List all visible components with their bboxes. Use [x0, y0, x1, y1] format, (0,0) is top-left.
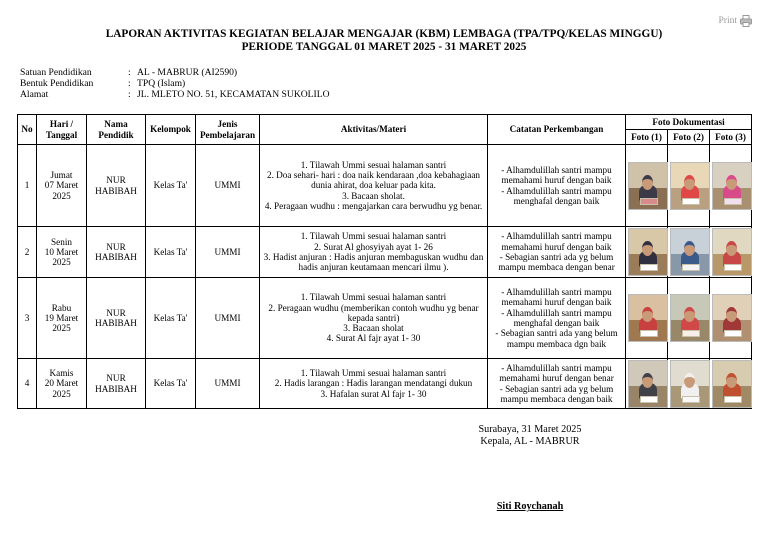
- documentation-photo[interactable]: [670, 162, 710, 210]
- cell-method: [196, 145, 260, 227]
- report-title: [0, 28, 768, 54]
- photo-cell: [710, 227, 752, 278]
- info-row: [20, 89, 330, 100]
- header-teacher: Nama Pendidik: [87, 115, 146, 145]
- cell-activity-text: 2. Hadis larangan : Hadis larangan mendatangi dukun: [274, 378, 473, 389]
- cell-day-date-text: Rabu: [51, 302, 72, 313]
- cell-activity-text: 4. Surat Al fajr ayat 1- 30: [326, 333, 421, 344]
- documentation-photo[interactable]: [628, 162, 668, 210]
- cell-group: [146, 227, 196, 278]
- cell-notes: [488, 278, 626, 359]
- cell-activity-text: 2. Doa sehari- hari : doa naik kendaraan ,doa kebahagiaan dunia ahirat, doa keluar pada kita.: [266, 170, 480, 191]
- documentation-photo[interactable]: [712, 360, 752, 408]
- cell-notes-text: - Alhamdulillah santri mampu menghafal dengan baik: [501, 307, 612, 328]
- signature-block: [455, 424, 605, 447]
- header-method: Jenis Pembelajaran: [196, 115, 260, 145]
- photo-cell: [626, 227, 668, 278]
- cell-no-text: 1: [24, 180, 30, 191]
- cell-day-date: [37, 227, 87, 278]
- cell-day-date: [37, 278, 87, 359]
- cell-activity-text: 3. Bacaan sholat.: [342, 190, 405, 201]
- info-separator: :: [128, 89, 131, 101]
- cell-activity: [260, 359, 488, 409]
- print-label: Print: [718, 16, 737, 26]
- report-period: PERIODE TANGGAL 01 MARET 2025 - 31 MARET 2025: [241, 41, 527, 53]
- cell-method: [196, 359, 260, 409]
- cell-activity-text: 1. Tilawah Ummi sesuai halaman santri: [300, 292, 447, 303]
- cell-notes-text: - Alhamdulillah santri mampu memahami huruf dengan baik: [501, 164, 612, 186]
- cell-activity-text: 3. Bacaan sholat: [343, 323, 404, 334]
- cell-no: [18, 278, 37, 359]
- info-value: AL - MABRUR (AI2590): [137, 67, 238, 78]
- cell-method-text: UMMI: [214, 378, 241, 389]
- cell-group: [146, 359, 196, 409]
- cell-teacher-text: NUR HABIBAH: [95, 373, 137, 394]
- cell-activity-text: 4. Peragaan wudhu : mengajarkan cara berwudhu yg benar.: [264, 200, 483, 211]
- header-photo-2: Foto (2): [668, 130, 710, 145]
- photo-cell: [668, 145, 710, 227]
- header-photos: Foto Dokumentasi: [626, 115, 752, 130]
- documentation-photo[interactable]: [712, 228, 752, 276]
- photo-cell: [668, 278, 710, 359]
- cell-activity-text: 3. Hadist anjuran : Hadis anjuran membaguskan wudhu dan hadis anjuran keutamaan mencari ilmu ).: [263, 252, 484, 273]
- cell-no-text: 4: [24, 378, 30, 389]
- cell-no-text: 2: [24, 246, 30, 257]
- cell-group: [146, 278, 196, 359]
- header-activity: Aktivitas/Materi: [260, 115, 488, 145]
- info-label: Alamat: [20, 89, 49, 101]
- cell-activity-text: 3. Hafalan surat Al fajr 1- 30: [320, 388, 427, 399]
- cell-notes: [488, 145, 626, 227]
- cell-day-date-text: 19 Maret 2025: [44, 312, 79, 334]
- signature-name: Siti Roychanah: [496, 501, 564, 512]
- header-notes: Catatan Perkembangan: [488, 115, 626, 145]
- cell-day-date: [37, 145, 87, 227]
- cell-method: [196, 227, 260, 278]
- cell-group-text: Kelas Ta': [153, 246, 188, 257]
- table-row: [18, 227, 752, 278]
- cell-teacher-text: NUR HABIBAH: [95, 175, 137, 196]
- cell-activity: [260, 278, 488, 359]
- photo-cell: [668, 227, 710, 278]
- info-separator: :: [128, 78, 131, 90]
- header-day-date: Hari / Tanggal: [37, 115, 87, 145]
- printer-icon: [740, 15, 752, 27]
- cell-day-date-text: Jumat: [50, 170, 73, 181]
- cell-notes: [488, 359, 626, 409]
- table-row: [18, 278, 752, 359]
- cell-no: [18, 359, 37, 409]
- header-no: No: [18, 115, 37, 145]
- photo-cell: [626, 278, 668, 359]
- cell-method-text: UMMI: [214, 246, 241, 257]
- cell-teacher: [87, 278, 146, 359]
- photo-cell: [626, 359, 668, 409]
- cell-day-date-text: 10 Maret 2025: [44, 246, 79, 268]
- cell-notes-text: - Alhamdulillah santri mampu memahami huruf dengan baik: [501, 287, 612, 308]
- cell-day-date-text: Senin: [51, 236, 72, 247]
- info-value: TPQ (Islam): [137, 78, 186, 90]
- info-label: Bentuk Pendidikan: [20, 78, 94, 90]
- info-separator: :: [128, 67, 131, 78]
- documentation-photo[interactable]: [712, 294, 752, 342]
- cell-day-date-text: 07 Maret 2025: [44, 180, 79, 201]
- print-button[interactable]: [719, 15, 752, 27]
- photo-cell: [626, 145, 668, 227]
- cell-teacher: [87, 227, 146, 278]
- photo-cell: [710, 145, 752, 227]
- info-row: [20, 78, 330, 89]
- header-photo-3: Foto (3): [710, 130, 752, 145]
- cell-group-text: Kelas Ta': [153, 180, 188, 191]
- cell-activity: [260, 145, 488, 227]
- cell-notes-text: - Alhamdulillah santri mampu memahami huruf dengan baik: [501, 231, 612, 252]
- cell-notes-text: - Alhamdulillah santri mampu menghafal dengan baik: [501, 185, 612, 206]
- cell-day-date-text: Kamis: [49, 368, 74, 379]
- info-label: Satuan Pendidikan: [20, 67, 92, 78]
- documentation-photo[interactable]: [670, 360, 710, 408]
- cell-activity-text: 1. Tilawah Ummi sesuai halaman santri: [300, 368, 447, 379]
- signature-place-date: Surabaya, 31 Maret 2025: [478, 424, 582, 435]
- header-photo-1: Foto (1): [626, 130, 668, 145]
- cell-method: [196, 278, 260, 359]
- documentation-photo[interactable]: [628, 228, 668, 276]
- cell-activity-text: 2. Peragaan wudhu (memberikan contoh wudhu yg benar kepada santri): [268, 302, 479, 323]
- table-row: [18, 145, 752, 227]
- cell-no: [18, 227, 37, 278]
- photo-cell: [668, 359, 710, 409]
- info-value: JL. MLETO NO. 51, KECAMATAN SUKOLILO: [137, 89, 330, 101]
- documentation-photo[interactable]: [628, 360, 668, 408]
- cell-notes-text: - Sebagian santri ada yang belum mampu membaca dgn baik: [495, 328, 618, 349]
- cell-day-date-text: 20 Maret 2025: [44, 378, 79, 399]
- cell-activity-text: 2. Surat Al ghosyiyah ayat 1- 26: [314, 241, 433, 252]
- institution-info: [20, 67, 330, 101]
- cell-teacher-text: NUR HABIBAH: [95, 241, 137, 262]
- cell-notes-text: - Sebagian santri ada yg belum mampu membaca dengan benar: [498, 252, 615, 273]
- cell-notes: [488, 227, 626, 278]
- photo-cell: [710, 278, 752, 359]
- photo-cell: [710, 359, 752, 409]
- cell-group-text: Kelas Ta': [153, 312, 188, 323]
- cell-group-text: Kelas Ta': [153, 378, 188, 389]
- documentation-photo[interactable]: [712, 162, 752, 210]
- table-row: [18, 359, 752, 409]
- documentation-photo[interactable]: [670, 294, 710, 342]
- cell-activity-text: 1. Tilawah Ummi sesuai halaman santri: [300, 231, 447, 242]
- header-group: Kelompok: [146, 115, 196, 145]
- cell-activity-text: 1. Tilawah Ummi sesuai halaman santri: [300, 159, 447, 170]
- cell-activity: [260, 227, 488, 278]
- cell-day-date: [37, 359, 87, 409]
- cell-teacher-text: NUR HABIBAH: [95, 307, 137, 328]
- cell-no: [18, 145, 37, 227]
- signature-position: Kepala, AL - MABRUR: [480, 435, 580, 447]
- cell-teacher: [87, 145, 146, 227]
- cell-teacher: [87, 359, 146, 409]
- cell-group: [146, 145, 196, 227]
- cell-notes-text: - Sebagian santri ada yg belum mampu membaca dengan baik: [499, 383, 614, 404]
- info-row: [20, 67, 330, 78]
- report-title-line1: LAPORAN AKTIVITAS KEGIATAN BELAJAR MENGAJAR (KBM) LEMBAGA (TPA/TPQ/KELAS MINGGU): [105, 28, 663, 40]
- cell-no-text: 3: [24, 312, 30, 323]
- documentation-photo[interactable]: [670, 228, 710, 276]
- cell-notes-text: - Alhamdulillah santri mampu memahami huruf dengan benar: [499, 362, 614, 384]
- activity-table: [17, 114, 752, 409]
- cell-method-text: UMMI: [214, 180, 241, 191]
- documentation-photo[interactable]: [628, 294, 668, 342]
- cell-method-text: UMMI: [214, 312, 241, 323]
